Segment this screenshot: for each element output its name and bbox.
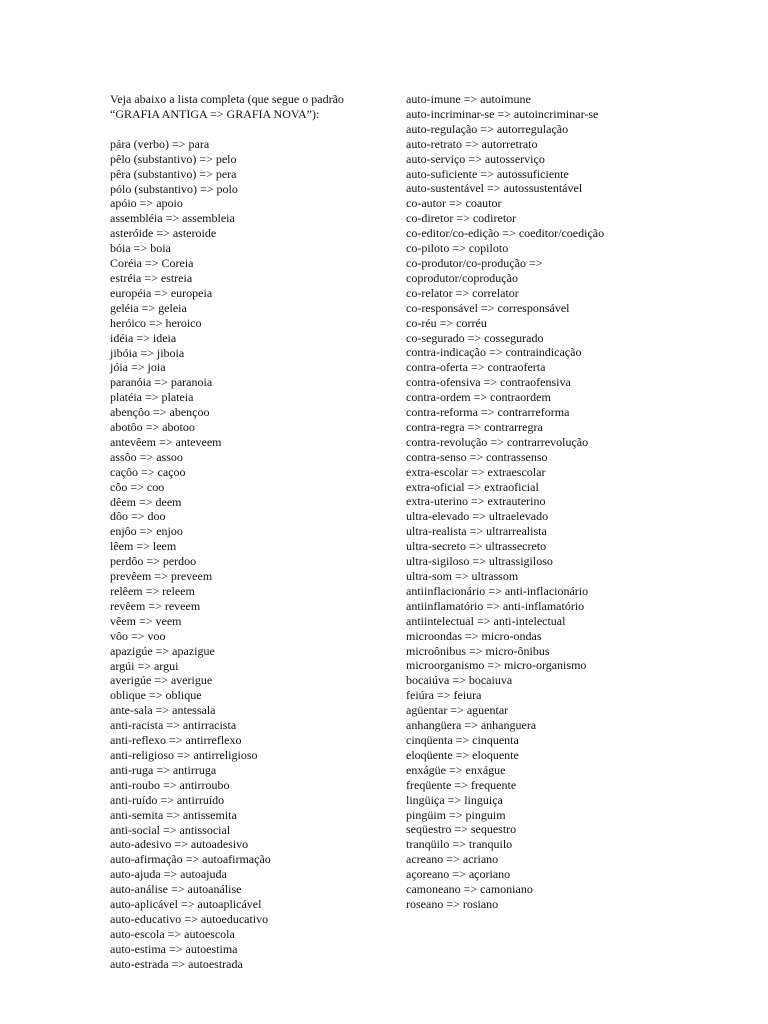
word-entry: contra-revolução => contrarrevolução xyxy=(406,434,589,449)
word-entry: freqüente => frequente xyxy=(406,777,517,792)
word-entry: contra-ofensiva => contraofensiva xyxy=(406,375,571,390)
word-entry: roseano => rosiano xyxy=(406,896,499,911)
word-entry: extra-uterino => extrauterino xyxy=(406,494,546,509)
word-entry: anti-religioso => antirreligioso xyxy=(110,747,258,762)
word-entry: dêem => deem xyxy=(110,494,182,509)
word-entry: ante-sala => antessala xyxy=(110,703,216,718)
word-entry: auto-incriminar-se => autoincriminar-se xyxy=(406,106,599,121)
word-entry: extra-escolar => extraescolar xyxy=(406,464,546,479)
word-entry: anhangüera => anhanguera xyxy=(406,718,537,733)
word-entry: co-diretor => codiretor xyxy=(406,211,517,226)
word-entry: contra-regra => contrarregra xyxy=(406,419,543,434)
word-entry: enjôo => enjoo xyxy=(110,524,183,539)
word-entry: antiintelectual => anti-intelectual xyxy=(406,613,566,628)
word-entry: anti-reflexo => antirreflexo xyxy=(110,733,242,748)
word-entry: contra-oferta => contraoferta xyxy=(406,360,546,375)
word-entry: revêem => reveem xyxy=(110,598,201,613)
word-entry: anti-racista => antirracista xyxy=(110,718,237,733)
word-entry: abençôo => abençoo xyxy=(110,405,210,420)
word-entry: agüentar => aguentar xyxy=(406,703,509,718)
word-entry: bocaiúva => bocaiuva xyxy=(406,673,513,688)
word-entry: anti-roubo => antirroubo xyxy=(110,777,230,792)
word-entry: abotôo => abotoo xyxy=(110,420,195,435)
word-entry: açoreano => açoriano xyxy=(406,867,511,882)
word-entry: Coréia => Coreia xyxy=(110,256,194,271)
word-entry: anti-semita => antissemita xyxy=(110,807,237,822)
word-entry: co-réu => corréu xyxy=(406,315,487,330)
left-column xyxy=(110,92,370,972)
word-entry: contra-indicação => contraindicação xyxy=(406,345,582,360)
word-entry: co-responsável => corresponsável xyxy=(406,300,570,315)
word-entry: pêlo (substantivo) => pelo xyxy=(110,151,237,166)
word-entry: lingüiça => linguiça xyxy=(406,792,503,807)
word-entry: microônibus => micro-ônibus xyxy=(406,643,550,658)
word-entry: auto-estima => autoestima xyxy=(110,941,238,956)
word-entry: argúi => argui xyxy=(110,658,179,673)
word-entry: auto-sustentável => autossustentável xyxy=(406,181,583,196)
word-entry: auto-análise => autoanálise xyxy=(110,882,242,897)
word-entry: anti-social => antissocial xyxy=(110,822,231,837)
word-entry: heróico => heroico xyxy=(110,315,202,330)
word-entry: antiinflacionário => anti-inflacionário xyxy=(406,583,589,598)
word-entry: auto-adesivo => autoadesivo xyxy=(110,837,249,852)
word-entry: co-editor/co-edição => coeditor/coedição xyxy=(406,226,605,241)
word-entry: apazigúe => apazigue xyxy=(110,643,215,658)
word-entry: co-piloto => copiloto xyxy=(406,241,509,256)
word-entry: geléia => geleia xyxy=(110,300,187,315)
word-entry: auto-aplicável => autoaplicável xyxy=(110,897,262,912)
word-entry: oblique => oblique xyxy=(110,688,202,703)
word-entry: auto-suficiente => autossuficiente xyxy=(406,166,569,181)
word-entry: estréia => estreia xyxy=(110,270,193,285)
word-entry: averigúe => averigue xyxy=(110,673,213,688)
word-entry: co-autor => coautor xyxy=(406,196,502,211)
word-entry: jibóia => jiboia xyxy=(110,345,185,360)
right-column xyxy=(406,92,706,912)
word-entry: auto-escola => autoescola xyxy=(110,926,235,941)
word-entry: paranóia => paranoia xyxy=(110,375,213,390)
word-entry: antevêem => anteveem xyxy=(110,434,222,449)
word-entry: lêem => leem xyxy=(110,539,177,554)
word-entry: auto-imune => autoimune xyxy=(406,92,531,106)
word-entry: feiúra => feiura xyxy=(406,688,482,703)
word-entry: microondas => micro-ondas xyxy=(406,628,542,643)
word-entry: camoneano => camoniano xyxy=(406,882,533,897)
word-entry: jóia => joia xyxy=(110,360,166,375)
word-entry: côo => coo xyxy=(110,479,165,494)
word-entry: contra-senso => contrassenso xyxy=(406,449,548,464)
word-entry: prevêem => preveem xyxy=(110,569,213,584)
word-entry: assembléia => assembleia xyxy=(110,211,235,226)
word-entry: co-relator => correlator xyxy=(406,285,519,300)
word-entry: apóio => apoio xyxy=(110,196,183,211)
word-entry: auto-serviço => autosserviço xyxy=(406,151,545,166)
word-entry: eloqüente => eloquente xyxy=(406,747,519,762)
word-entry: tranqüilo => tranquilo xyxy=(406,837,513,852)
word-entry: platéia => plateia xyxy=(110,390,194,405)
word-entry: pingüim => pinguim xyxy=(406,807,506,822)
word-entry: perdôo => perdoo xyxy=(110,554,197,569)
word-entry: pêra (substantivo) => pera xyxy=(110,166,237,181)
word-entry: idéia => ideia xyxy=(110,330,177,345)
word-entry: enxágüe => enxágue xyxy=(406,762,506,777)
word-entry: cinqüenta => cinquenta xyxy=(406,732,519,747)
word-entry: auto-retrato => autorretrato xyxy=(406,136,538,151)
word-entry: caçôo => caçoo xyxy=(110,464,186,479)
word-entry: ultra-som => ultrassom xyxy=(406,569,519,583)
intro-paragraph: Veja abaixo a lista completa (que segue o padrão “GRAFIA ANTIGA => GRAFIA NOVA”): xyxy=(110,92,344,121)
word-entry: auto-ajuda => autoajuda xyxy=(110,867,227,882)
word-entry: antiinflamatório => anti-inflamatório xyxy=(406,598,585,613)
word-entry: auto-regulação => autorregulação xyxy=(406,121,569,136)
word-entry: ultra-sigiloso => ultrassigiloso xyxy=(406,554,553,569)
word-entry: pára (verbo) => para xyxy=(110,136,210,151)
word-entry: coprodutor/coprodução xyxy=(406,270,518,285)
word-entry: auto-estrada => autoestrada xyxy=(110,956,243,971)
word-entry: pólo (substantivo) => polo xyxy=(110,181,238,196)
word-entry: anti-ruga => antirruga xyxy=(110,762,217,777)
word-entry: vôo => voo xyxy=(110,628,166,643)
word-entry: ultra-realista => ultrarrealista xyxy=(406,524,547,539)
word-entry: co-segurado => cossegurado xyxy=(406,330,544,345)
word-entry: extra-oficial => extraoficial xyxy=(406,479,539,494)
word-entry: co-produtor/co-produção => xyxy=(406,255,543,270)
word-entry: bóia => boia xyxy=(110,241,171,256)
word-entry: ultra-secreto => ultrassecreto xyxy=(406,539,547,554)
word-entry: asteróide => asteroide xyxy=(110,226,217,241)
word-entry: acreano => acriano xyxy=(406,852,499,867)
word-entry: ultra-elevado => ultraelevado xyxy=(406,509,549,524)
word-entry: seqüestro => sequestro xyxy=(406,822,517,837)
word-entry: auto-educativo => autoeducativo xyxy=(110,911,269,926)
word-entry: contra-ordem => contraordem xyxy=(406,390,551,405)
word-entry: auto-afirmação => autoafirmação xyxy=(110,852,271,867)
word-entry: assôo => assoo xyxy=(110,449,183,464)
word-entry: dôo => doo xyxy=(110,509,166,524)
word-entry: microorganismo => micro-organismo xyxy=(406,658,587,673)
word-entry: vêem => veem xyxy=(110,613,182,628)
word-entry: contra-reforma => contrarreforma xyxy=(406,405,570,420)
word-entry: européia => europeia xyxy=(110,285,213,300)
word-entry: relêem => releem xyxy=(110,584,195,598)
word-entry: anti-ruído => antirruído xyxy=(110,792,225,807)
